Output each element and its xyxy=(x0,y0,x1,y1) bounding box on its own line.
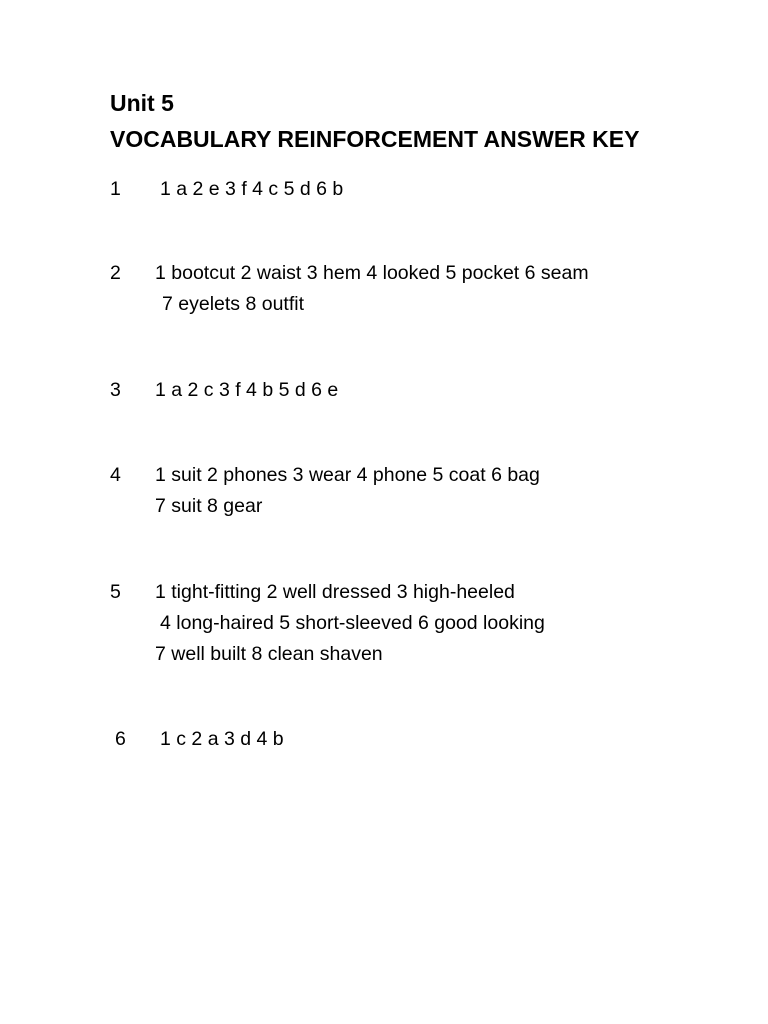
exercise-number: 2 xyxy=(110,262,121,284)
exercise-answers: 1 bootcut 2 waist 3 hem 4 looked 5 pocket 6 seam xyxy=(155,262,589,284)
exercise-number: 5 xyxy=(110,581,121,603)
exercise-answers: 1 a 2 c 3 f 4 b 5 d 6 e xyxy=(155,379,339,401)
exercise-answers: 1 a 2 e 3 f 4 c 5 d 6 b xyxy=(160,178,344,200)
unit-title: Unit 5 xyxy=(110,90,174,116)
exercise-number: 6 xyxy=(115,728,126,750)
answer-key-heading: VOCABULARY REINFORCEMENT ANSWER KEY xyxy=(110,126,640,152)
exercise-answers: 7 well built 8 clean shaven xyxy=(155,643,383,665)
exercise-number: 1 xyxy=(110,178,121,200)
exercise-number: 3 xyxy=(110,379,121,401)
exercise-answers: 7 eyelets 8 outfit xyxy=(162,293,305,315)
exercise-answers: 1 c 2 a 3 d 4 b xyxy=(160,728,284,750)
exercise-answers: 1 tight-fitting 2 well dressed 3 high-heeled xyxy=(155,581,515,603)
exercise-number: 4 xyxy=(110,464,121,486)
exercise-answers: 4 long-haired 5 short-sleeved 6 good looking xyxy=(160,612,545,634)
exercise-answers: 1 suit 2 phones 3 wear 4 phone 5 coat 6 bag xyxy=(155,464,540,486)
exercise-answers: 7 suit 8 gear xyxy=(155,495,263,517)
